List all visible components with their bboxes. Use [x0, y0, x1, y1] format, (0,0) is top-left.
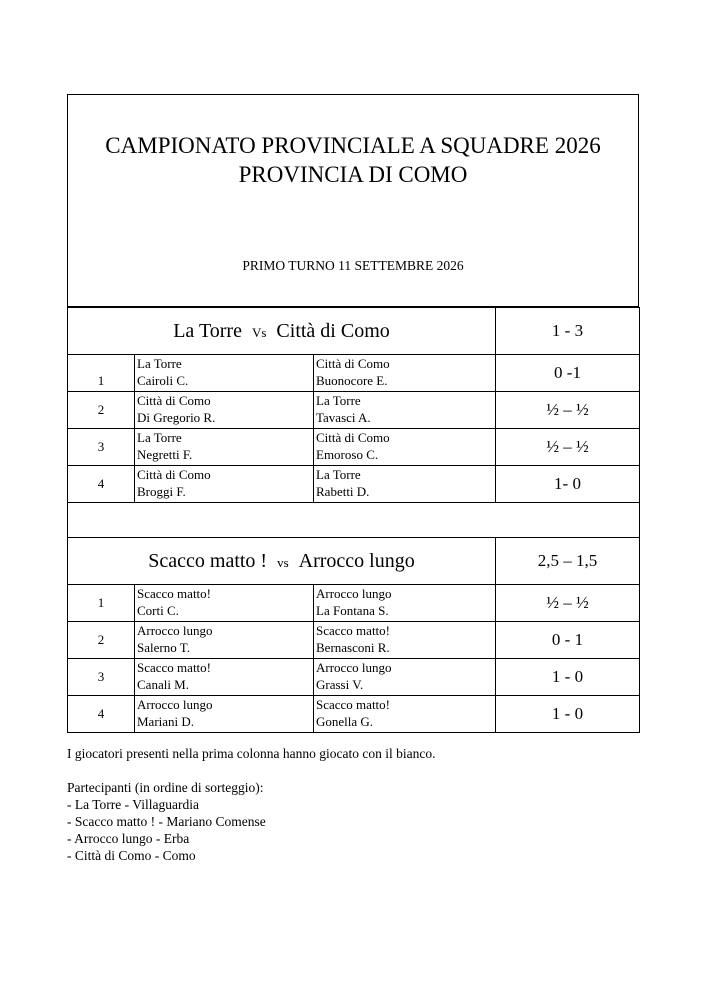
home-team: La Torre: [173, 319, 242, 342]
white-player: Broggi F.: [137, 484, 186, 499]
game-row: [68, 466, 640, 503]
game-result: 0 - 1: [496, 622, 640, 659]
white-player: Negretti F.: [137, 447, 193, 462]
black-team: Scacco matto!: [316, 623, 390, 638]
spacer-row: [68, 503, 640, 538]
white-player-cell: [135, 696, 314, 733]
black-player-cell: [314, 622, 496, 659]
white-player: Cairoli C.: [137, 373, 189, 388]
black-team: Arrocco lungo: [316, 660, 392, 675]
black-team: Scacco matto!: [316, 697, 390, 712]
match-title: [68, 308, 496, 355]
notes: [67, 745, 436, 864]
white-player: Di Gregorio R.: [137, 410, 216, 425]
black-team: Arrocco lungo: [316, 586, 392, 601]
game-row: [68, 659, 640, 696]
game-result: 1- 0: [496, 466, 640, 503]
title-line-1: CAMPIONATO PROVINCIALE A SQUADRE 2026: [105, 133, 601, 158]
white-team: Città di Como: [137, 467, 211, 482]
title-line-2: PROVINCIA DI COMO: [238, 162, 468, 187]
black-player-cell: [314, 392, 496, 429]
black-player: Grassi V.: [316, 677, 364, 692]
results-table: [67, 307, 640, 733]
black-player: Bernasconi R.: [316, 640, 390, 655]
home-team: Scacco matto !: [148, 549, 268, 572]
spacer: [67, 762, 436, 779]
white-player-cell: [135, 466, 314, 503]
participant-item: - La Torre - Villaguardia: [67, 797, 199, 812]
black-player: Rabetti D.: [316, 484, 370, 499]
game-row: [68, 355, 640, 392]
black-player: Emoroso C.: [316, 447, 379, 462]
white-team: Arrocco lungo: [137, 623, 213, 638]
black-player-cell: [314, 696, 496, 733]
white-player-cell: [135, 392, 314, 429]
game-result: 1 - 0: [496, 659, 640, 696]
white-team: Scacco matto!: [137, 586, 211, 601]
participant-item: - Arrocco lungo - Erba: [67, 831, 190, 846]
game-result: ½ – ½: [496, 429, 640, 466]
black-player: Buonocore E.: [316, 373, 388, 388]
black-team: La Torre: [316, 467, 361, 482]
white-player-cell: [135, 585, 314, 622]
away-team: Arrocco lungo: [298, 549, 415, 572]
black-team: Città di Como: [316, 356, 390, 371]
game-result: 1 - 0: [496, 696, 640, 733]
black-team: La Torre: [316, 393, 361, 408]
game-row: [68, 585, 640, 622]
white-player-cell: [135, 355, 314, 392]
white-player-cell: [135, 622, 314, 659]
white-team: Città di Como: [137, 393, 211, 408]
board-number: 4: [68, 696, 135, 733]
match-header-row: [68, 308, 640, 355]
black-player: Tavasci A.: [316, 410, 371, 425]
board-number: 2: [68, 622, 135, 659]
page-title: [68, 131, 638, 189]
participant-item: - Scacco matto ! - Mariano Comense: [67, 814, 266, 829]
game-row: [68, 622, 640, 659]
black-player-cell: [314, 659, 496, 696]
game-row: [68, 696, 640, 733]
white-team: La Torre: [137, 356, 182, 371]
match-score: 1 - 3: [496, 308, 640, 355]
game-result: ½ – ½: [496, 585, 640, 622]
white-player: Corti C.: [137, 603, 179, 618]
game-result: ½ – ½: [496, 392, 640, 429]
header-box: [67, 94, 639, 307]
participant-item: - Città di Como - Como: [67, 848, 196, 863]
vs-label: Vs: [251, 324, 267, 340]
white-player-cell: [135, 659, 314, 696]
participants-title: Partecipanti (in ordine di sorteggio):: [67, 780, 264, 795]
board-number: 1: [68, 585, 135, 622]
black-player: Gonella G.: [316, 714, 374, 729]
game-row: [68, 392, 640, 429]
black-player-cell: [314, 585, 496, 622]
game-result: 0 -1: [496, 355, 640, 392]
white-player: Canali M.: [137, 677, 189, 692]
board-number: 4: [68, 466, 135, 503]
white-player: Salerno T.: [137, 640, 190, 655]
board-number: 1: [68, 355, 135, 392]
white-team: La Torre: [137, 430, 182, 445]
black-team: Città di Como: [316, 430, 390, 445]
board-number: 3: [68, 659, 135, 696]
board-number: 3: [68, 429, 135, 466]
board-number: 2: [68, 392, 135, 429]
white-team: Scacco matto!: [137, 660, 211, 675]
black-player-cell: [314, 429, 496, 466]
round-date: PRIMO TURNO 11 SETTEMBRE 2026: [242, 258, 464, 273]
black-player-cell: [314, 355, 496, 392]
match-score: 2,5 – 1,5: [496, 538, 640, 585]
vs-label: vs: [277, 554, 289, 570]
match-title: [68, 538, 496, 585]
black-player: La Fontana S.: [316, 603, 389, 618]
match-header-row: [68, 538, 640, 585]
spacer-cell: [68, 503, 640, 538]
white-player: Mariani D.: [137, 714, 195, 729]
white-player-cell: [135, 429, 314, 466]
game-row: [68, 429, 640, 466]
away-team: Città di Como: [276, 319, 390, 342]
white-note: I giocatori presenti nella prima colonna hanno giocato con il bianco.: [67, 746, 436, 761]
black-player-cell: [314, 466, 496, 503]
white-team: Arrocco lungo: [137, 697, 213, 712]
